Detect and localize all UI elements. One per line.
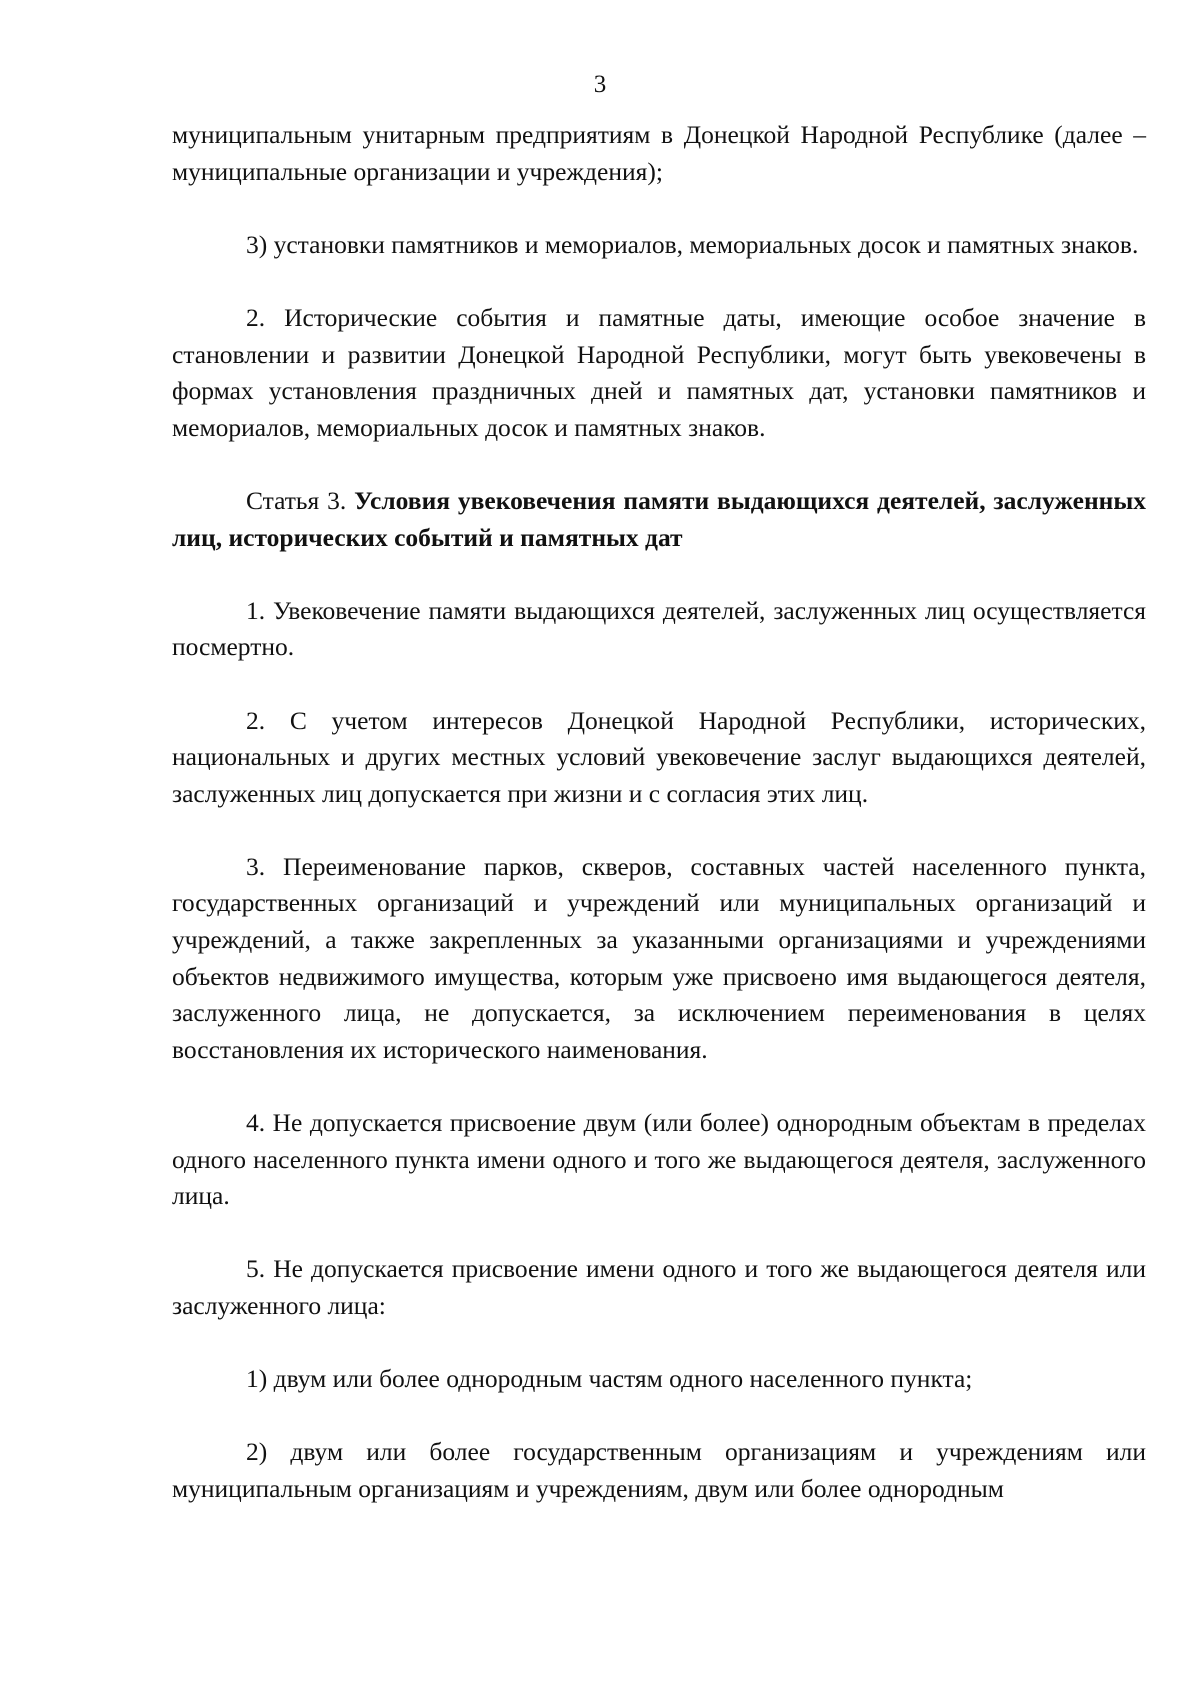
article-3-point-2: 2. С учетом интересов Донецкой Народной Республики, исторических, национальных и других местных условий увековечение заслуг выдающихся деятелей, заслуженных лиц допускается при жизни и с согласия этих лиц.: [172, 705, 1146, 808]
article-3-label: Статья 3.: [246, 485, 355, 515]
paragraph-point-2: 2. Исторические события и памятные даты, имеющие особое значение в становлении и развитии Донецкой Народной Республики, могут быть увековечены в формах установления праздничных дней и памятных дат, установки памятников и мемориалов, мемориальных досок и памятных знаков.: [172, 302, 1146, 442]
article-3-point-5-item-1: 1) двум или более однородным частям одного населенного пункта;: [246, 1364, 973, 1394]
article-3-title: Условия увековечения памяти выдающихся деятелей, заслуженных лиц, исторических событий и памятных дат: [172, 485, 1146, 552]
paragraph-continuation: муниципальным унитарным предприятиям в Донецкой Народной Республике (далее – муниципальные организации и учреждения);: [172, 120, 1146, 186]
paragraph-item-3: 3) установки памятников и мемориалов, мемориальных досок и памятных знаков.: [246, 229, 1139, 259]
article-3-point-5: 5. Не допускается присвоение имени одного и того же выдающегося деятеля или заслуженного лица:: [172, 1254, 1146, 1320]
article-3-point-4: 4. Не допускается присвоение двум (или более) однородным объектам в пределах одного населенного пункта имени одного и того же выдающегося деятеля, заслуженного лица.: [172, 1108, 1146, 1211]
article-3-point-3: 3. Переименование парков, скверов, составных частей населенного пункта, государственных организаций и учреждений или муниципальных организаций и учреждений, а также закрепленных за указанными организациями и учреждениями объектов недвижимого имущества, которым уже присвоено имя выдающегося деятеля, заслуженного лица, не допускается, за исключением переименования в целях восстановления их исторического наименования.: [172, 851, 1146, 1064]
article-3-heading: [172, 483, 1146, 556]
document-body: [172, 117, 1146, 1508]
article-3-point-5-item-2: 2) двум или более государственным организациям и учреждениям или муниципальным организациям и учреждениям, двум или более однородным: [172, 1437, 1146, 1503]
page-number: 3: [593, 71, 607, 98]
article-3-point-1: 1. Увековечение памяти выдающихся деятелей, заслуженных лиц осуществляется посмертно.: [172, 595, 1146, 662]
